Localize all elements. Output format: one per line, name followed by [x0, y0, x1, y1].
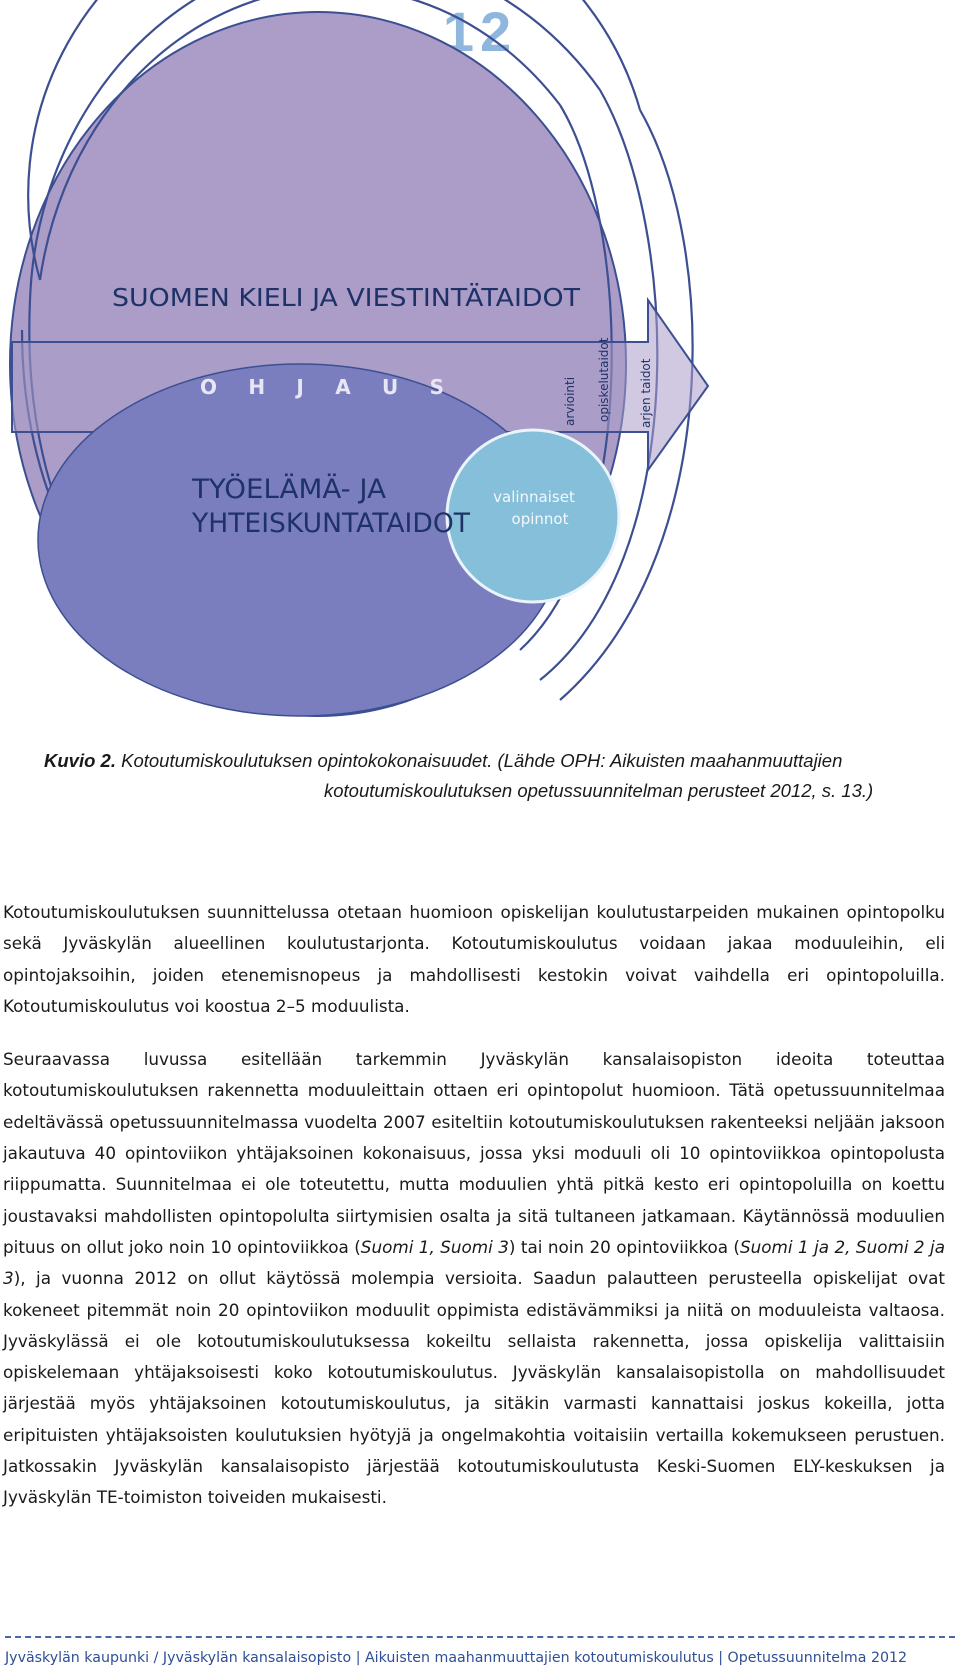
- page-number: 12: [442, 0, 518, 63]
- inner-title-line2: YHTEISKUNTATAIDOT: [191, 508, 471, 539]
- arc-label-arviointi: arviointi: [563, 376, 577, 426]
- small-circle-line2: opinnot: [511, 510, 569, 528]
- paragraph-2-emphasis-2: Suomi 1 ja 2, Suomi 2 ja 3: [3, 1236, 945, 1289]
- paragraph-2-emphasis-1: Suomi 1, Suomi 3: [360, 1236, 509, 1257]
- body-text: [3, 897, 945, 1536]
- paragraph-2-part-b: ) tai noin 20 opintoviikkoa (: [508, 1236, 740, 1257]
- paragraph-2-part-c: ), ja vuonna 2012 on ollut käytössä molempia versioita. Saadun palautteen perusteella opiskelijat ovat kokeneet pitemmät noin 20 opintoviikon moduulit oppimista edistävämmiksi ja niitä on moduuleista valtaosa. Jyväskylässä ei ole kotoutumiskoulutuksessa kokeiltu sellaista rakennetta, jossa opiskelija valittaisiin opiskelemaan yhtäjaksoisesti koko kotoutumiskoulutus. Jyväskylän kansalaisopistolla on mahdollisuudet järjestää myös yhtäjaksoinen kotoutumiskoulutus, ja sitäkin varmasti kannattaisi joskus kokeilla, jotta eripituisten yhtäjaksoisten koulutuksien hyötyjä ja ongelmakohtia voitaisiin vertailla kokemukseen perustuen. Jatkossakin Jyväskylän kansalaisopisto järjestää kotoutumiskoulutusta Keski-Suomen ELY-keskuksen ja Jyväskylän TE-toimiston toiveiden mukaisesti.: [3, 1268, 945, 1508]
- arc-label-arjen-taidot: arjen taidot: [639, 358, 653, 428]
- caption-label: Kuvio 2.: [44, 750, 116, 771]
- caption-text-line1: Kotoutumiskoulutuksen opintokokonaisuudet. (Lähde OPH: Aikuisten maahanmuuttajien: [121, 750, 843, 771]
- figure-caption: [44, 746, 944, 806]
- paragraph-2: [3, 1044, 945, 1513]
- paragraph-2-part-a: Seuraavassa luvussa esitellään tarkemmin Jyväskylän kansalaisopiston ideoita toteuttaa kotoutumiskoulutuksen rakennetta moduuleittain ottaen eri opintopolut huomioon. Tätä opetussuunnitelmaa edeltävässä opetussuunnitelmassa vuodelta 2007 esiteltiin kotoutumiskoulutuksen rakenteeksi neljään jaksoon jakautuva 40 opintoviikon yhtäjaksoinen kokonaisuus, jossa yksi moduuli oli 10 opintoviikkoa opintopolusta riippumatta. Suunnitelmaa ei ole toteutettu, mutta moduulien yhtä pitkä kesto eri opintopoluilla on koettu joustavaksi mahdollisten opintopolulta siirtymisien osalta ja sitä tultaneen jatkamaan. Käytännössä moduulien pituus on ollut joko noin 10 opintoviikkoa (: [3, 1049, 945, 1257]
- small-circle-line1: valinnaiset: [493, 488, 575, 506]
- footer-divider: [5, 1636, 955, 1638]
- outer-title: SUOMEN KIELI JA VIESTINTÄTAIDOT: [112, 283, 581, 312]
- inner-title-line1: TYÖELÄMÄ- JA: [192, 474, 382, 505]
- caption-text-line2: kotoutumiskoulutuksen opetussuunnitelman perusteet 2012, s. 13.): [324, 780, 874, 801]
- paragraph-1: Kotoutumiskoulutuksen suunnittelussa otetaan huomioon opiskelijan koulutustarpeiden mukainen opintopolku sekä Jyväskylän alueellinen koulutustarjonta. Kotoutumiskoulutus voidaan jakaa moduuleihin, eli opintojaksoihin, joiden etenemisnopeus ja mahdollisesti kestokin voivat vaihdella eri opintopoluilla. Kotoutumiskoulutus voi koostua 2–5 moduulista.: [3, 902, 945, 1016]
- page-footer: Jyväskylän kaupunki / Jyväskylän kansalaisopisto | Aikuisten maahanmuuttajien kotoutumiskoulutus | Opetussuunnitelma 2012: [5, 1650, 908, 1666]
- arc-label-opiskelutaidot: opiskelutaidot: [597, 337, 611, 422]
- arrow-label: O H J A U S: [200, 375, 444, 399]
- curriculum-diagram: [0, 0, 960, 720]
